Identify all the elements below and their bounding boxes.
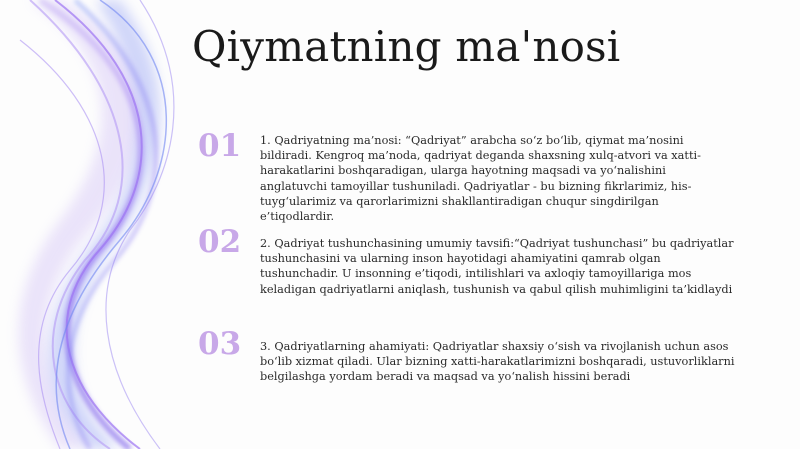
item-text-1: 1. Qadriyatning ma’nosi: “Qadriyat” arabcha so‘z bo‘lib, qiymat ma’nosini bildiradi. Kengroq ma’noda, qadriyat deganda shaxsning xulq-atvori va xatti-harakatlarini boshqaradigan, ularga hayotning maqsadi va yo‘nalishini anglatuvchi tamoyillar tushuniladi. Qadriyatlar - bu bizning fikrlarimiz, his-tuyg‘ularimiz va qarorlarimizni shakllantiradigan chuqur singdirilgan e’tiqodlardir. [260,134,701,224]
purple-ribbon-decoration [0,0,200,449]
slide-title: Qiymatning ma'nosi [192,22,621,71]
item-text-3: 3. Qadriyatlarning ahamiyati: Qadriyatlar shaxsiy o‘sish va rivojlanish uchun asos bo‘lib xizmat qiladi. Ular bizning xatti-harakatlarimizni boshqaradi, ustuvorliklarni belgilashga yordam beradi va maqsad va yo‘nalish hissini beradi [260,340,735,384]
item-number-2: 02 [198,224,242,260]
item-text-2: 2. Qadriyat tushunchasining umumiy tavsifi:“Qadriyat tushunchasi” bu qadriyatlar tushunchasini va ularning inson hayotidagi ahamiyatini qamrab olgan tushunchadir. U insonning e’tiqodi, intilishlari va axloqiy tamoyillariga mos keladigan qadriyatlarni aniqlash, tushunish va qabul qilish muhimligini ta’kidlaydi [260,237,734,296]
item-number-1: 01 [198,128,242,164]
item-number-3: 03 [198,326,242,362]
